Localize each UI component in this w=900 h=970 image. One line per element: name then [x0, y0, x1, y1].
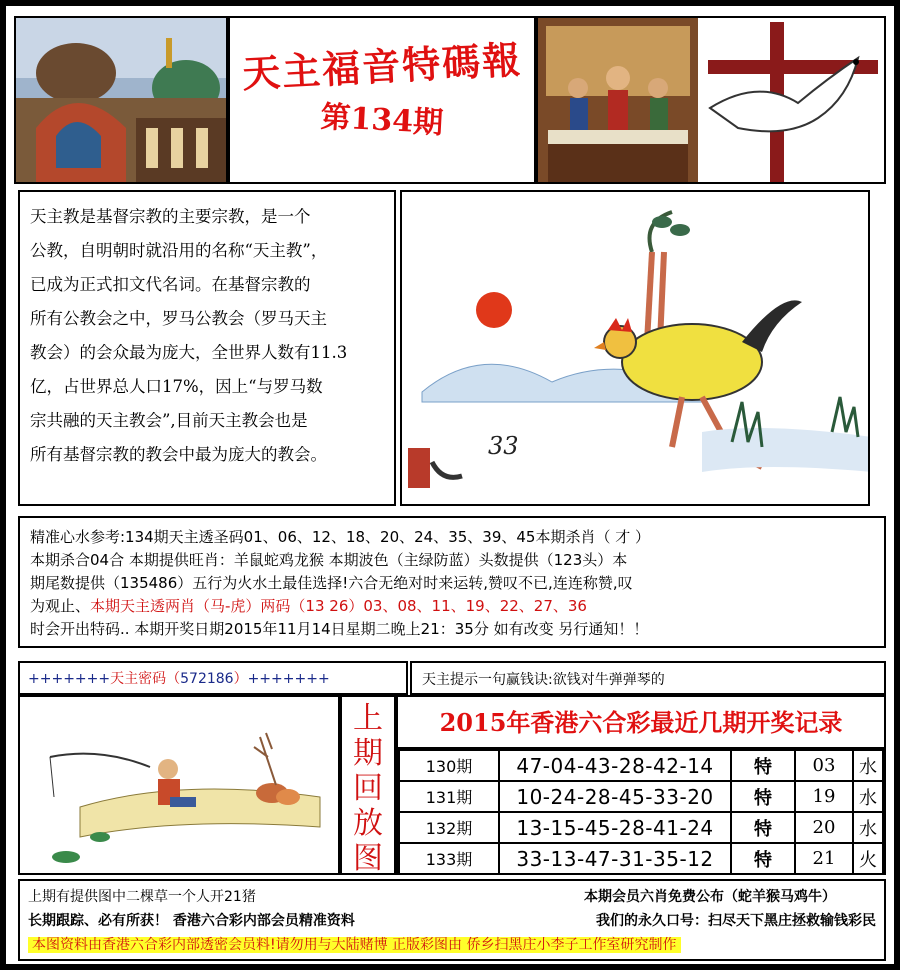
numbers-cell: 33-13-47-31-35-12 [499, 843, 731, 874]
secret-suffix: +++++++ [247, 671, 330, 687]
tips-line-5: 时会开出特码.. 本期开奖日期2015年11月14日星期二晚上21：35分 如有改变 另行通知！！ [30, 620, 649, 638]
records-table [398, 749, 884, 875]
secret-close: ） [233, 671, 248, 687]
footer-note-left: 上期有提供图中二棵草一个人开21猪 [28, 889, 256, 905]
intro-line: 教会）的会众最为庞大，全世界人数有11.3 [30, 343, 348, 362]
secret-prefix: +++++++ [28, 671, 111, 687]
secret-code-strip [18, 661, 408, 695]
special-number-cell: 20 [795, 812, 853, 843]
period-cell: 130期 [399, 750, 499, 781]
secret-code: 572186 [180, 671, 234, 687]
intro-article [18, 190, 396, 506]
footer-row-2 [28, 909, 876, 933]
special-label-cell: 特 [731, 843, 795, 874]
period-cell: 132期 [399, 812, 499, 843]
records-title: 2015年香港六合彩最近几期开奖记录 [398, 697, 884, 749]
church-photo [14, 16, 228, 184]
special-label-cell: 特 [731, 750, 795, 781]
intro-line: 公教，自明朝时就沿用的名称“天主教”， [30, 241, 328, 260]
last-supper-and-cross-image [538, 18, 886, 184]
element-cell: 水 [853, 812, 883, 843]
footer-panel [18, 879, 886, 961]
replay-char: 图 [353, 841, 383, 875]
table-row [399, 750, 883, 781]
footer-row-3 [28, 933, 876, 957]
newspaper-page [6, 6, 894, 964]
rooster-caption: 33 [488, 432, 519, 460]
tips-line-1: 精准心水参考:134期天主透圣码01、06、12、18、20、24、35、39、45本期杀肖（ 才 ） [30, 528, 651, 546]
footer-slogan-right: 我们的永久口号：扫尽天下黑庄拯救输钱彩民 [596, 913, 876, 929]
footer-row-1 [28, 885, 876, 909]
last-issue-replay-label [340, 695, 396, 875]
tips-line-2: 本期杀合04合 本期提供旺肖：羊鼠蛇鸡龙猴 本期波色（主绿防蓝）头数提供（123头）本 [30, 551, 628, 569]
special-label-cell: 特 [731, 812, 795, 843]
special-number-cell: 03 [795, 750, 853, 781]
special-number-cell: 21 [795, 843, 853, 874]
special-number-cell: 19 [795, 781, 853, 812]
replay-char: 回 [353, 771, 383, 806]
hint-strip [410, 661, 886, 695]
intro-line: 天主教是基督宗教的主要宗教，是一个 [30, 207, 311, 226]
draw-records [396, 695, 886, 875]
special-label-cell: 特 [731, 781, 795, 812]
rooster-image [402, 192, 870, 506]
fisherman-illustration [18, 695, 340, 875]
footer-disclaimer: 本图资料由香港六合彩内部透密会员料!请勿用与大陆赌博 正版彩图由 侨乡扫黑庄小李子工作室研究制作 [28, 937, 681, 953]
masthead [228, 16, 536, 184]
table-row [399, 781, 883, 812]
element-cell: 水 [853, 781, 883, 812]
table-row [399, 843, 883, 874]
rooster-illustration [400, 190, 870, 506]
numbers-cell: 10-24-28-45-33-20 [499, 781, 731, 812]
numbers-cell: 13-15-45-28-41-24 [499, 812, 731, 843]
intro-line: 所有基督宗教的教会中最为庞大的教会。 [30, 445, 327, 464]
tips-highlight: 本期天主透两肖（马-虎）两码（13 26）03、08、11、19、22、27、36 [90, 597, 587, 615]
period-cell: 133期 [399, 843, 499, 874]
element-cell: 水 [853, 750, 883, 781]
tips-line-4 [30, 595, 874, 618]
numbers-cell: 47-04-43-28-42-14 [499, 750, 731, 781]
tips-line-4-prefix: 为观止、 [30, 597, 91, 615]
intro-line: 亿，占世界总人口17%，因上“与罗马数 [30, 377, 323, 396]
fisherman-image [20, 697, 340, 875]
period-cell: 131期 [399, 781, 499, 812]
replay-char: 期 [353, 736, 383, 771]
church-domes-image [16, 18, 228, 184]
tips-panel [18, 516, 886, 648]
religious-art [536, 16, 886, 184]
replay-char: 放 [353, 806, 383, 841]
intro-line: 宗共融的天主教会”,目前天主教会也是 [30, 411, 308, 430]
secret-label: 天主密码（ [110, 671, 181, 687]
footer-slogan-left: 长期跟踪、必有所获！ 香港六合彩内部会员精准资料 [28, 913, 355, 929]
replay-char: 上 [353, 701, 383, 736]
tips-line-3: 期尾数提供（135486）五行为火水土最佳选择!六合无绝对时来运转,赞叹不已,连连称赞,叹 [30, 574, 633, 592]
intro-line: 所有公教会之中，罗马公教会（罗马天主 [30, 309, 327, 328]
element-cell: 火 [853, 843, 883, 874]
footer-note-right: 本期会员六肖免费公布（蛇羊猴马鸡牛） [584, 889, 836, 905]
hint-text: 天主提示一句赢钱诀:欲钱对牛弹弹琴的 [422, 672, 665, 688]
intro-line: 已成为正式扣文代名词。在基督宗教的 [30, 275, 311, 294]
page-title: 天主福音特碼報 [241, 36, 524, 97]
table-row [399, 812, 883, 843]
issue-number: 第134期 [319, 99, 444, 142]
